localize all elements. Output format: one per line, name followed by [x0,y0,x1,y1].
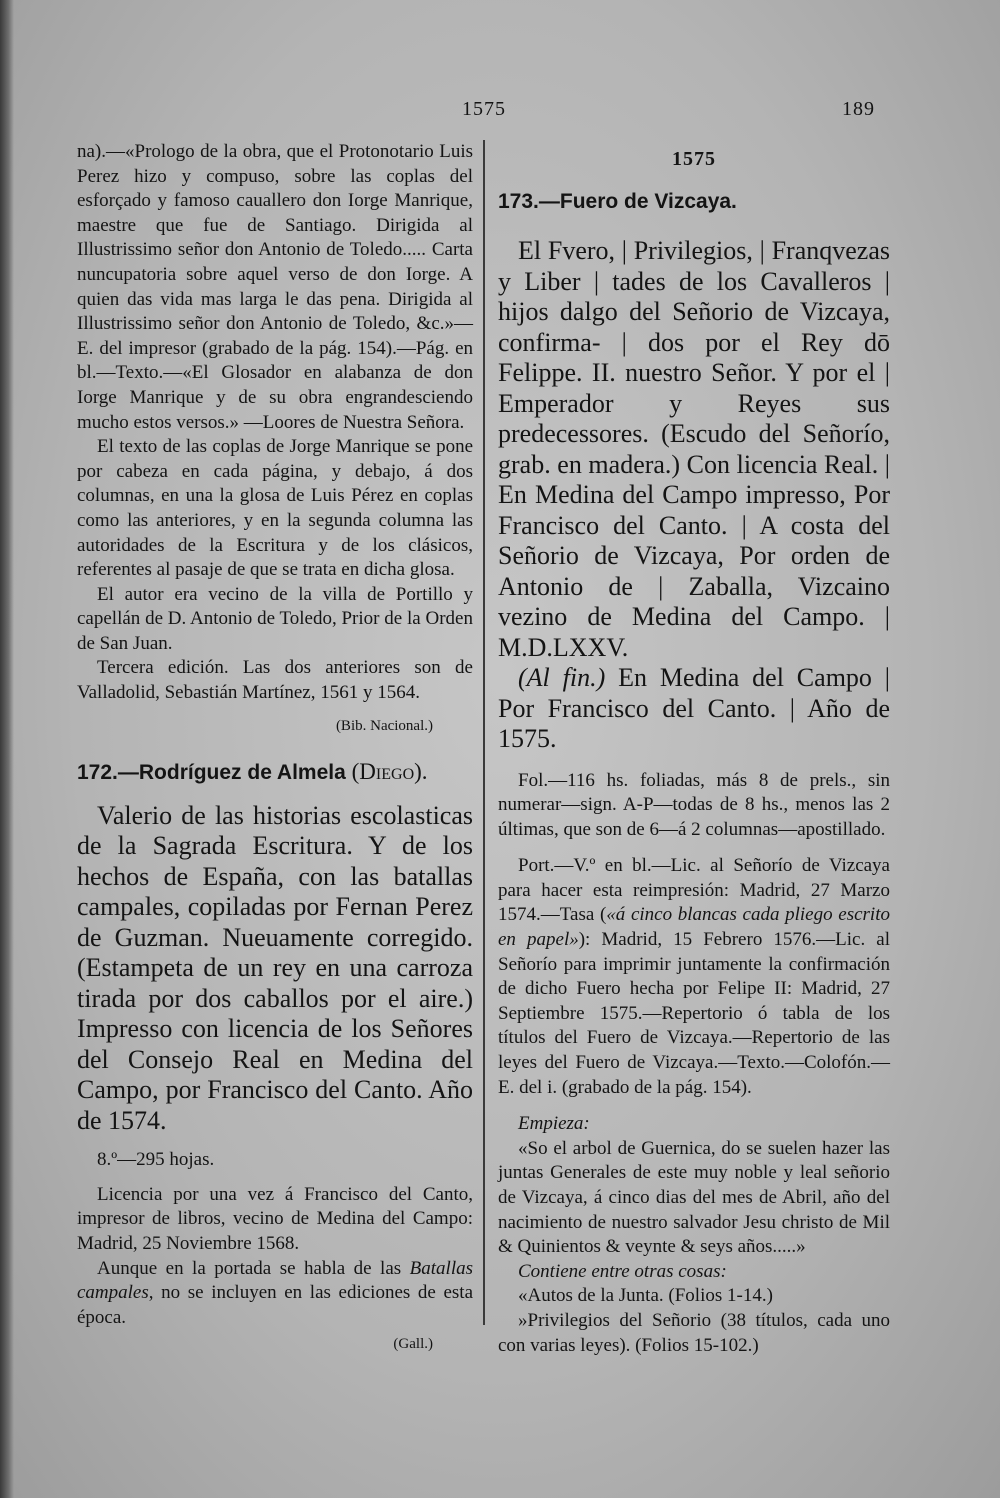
entry-172-note: Aunque en la portada se habla de las Batallas campales, no se incluyen en las ediciones de esta época. [77,1257,473,1328]
entry-172-title: Valerio de las historias escolasticas de la Sagrada Escritura. Y de los hechos de España, con las batallas campales, copiladas por Fernan Perez de Guzman. Nueuamente corregido. (Estampeta de un rey en una carroza tirada por dos caballos por el aire.) Impresso con licencia de los Señores del Consejo Real en Medina del Campo, por Francisco del Canto. Año de 1574. [77,800,473,1135]
entry-173-collation: Fol.—116 hs. foliadas, más 8 de prels., sin numerar—sign. A-P—todas de 8 hs., menos las 2 últimas, que son de 6—á 2 columnas—apostillado. [498,769,890,840]
entry-172-heading [77,758,473,787]
quote-incipit: «So el arbol de Guernica, do se suelen hazer las juntas Generales de este muy noble y leal señorio de Vizcaya, á cinco dias del mes de Abril, año del nacimiento de nuestro salvador Jesu christo de Mil & Quinientos & veynte & seys años.....» [498,1137,890,1258]
entry-173-contents: Port.—V.º en bl.—Lic. al Señorío de Vizcaya para hacer esta reimpresión: Madrid, 27 Marzo 1574.—Tasa («á cinco blancas cada pliego escrito en papel»): Madrid, 15 Febrero 1576.—Lic. al Señorío para imprimir juntamente la confirmación de dicho Fuero hecha por Felipe II: Madrid, 27 Septiembre 1575.—Repertorio ó tabla de los títulos del Fuero de Vizcaya.—Repertorio de las leyes del Fuero de Vizcaya.—Texto.—Colofón.—E. del i. (grabado de la pág. 154). [498,855,890,1098]
section-year-heading: 1575 [672,148,716,170]
label-contiene: Contiene entre otras cosas: [518,1260,727,1282]
paragraph-tercera-edicion: Tercera edición. Las dos anteriores son de Valladolid, Sebastián Martínez, 1561 y 1564. [77,657,473,704]
column-divider [483,140,485,1325]
paragraph-autor: El autor era vecino de la villa de Portillo y capellán de D. Antonio de Toledo, Prior de la Orden de San Juan. [77,583,473,654]
contents-item-privilegios: »Privilegios del Señorio (38 títulos, cada uno con varias leyes). (Folios 15-102.) [498,1309,890,1356]
paragraph-prologo: na).—«Prologo de la obra, que el Protonotario Luis Perez hizo y compuso, sobre las coplas del esforçado y famoso cauallero don Iorge Manrique, maestre que fue de Santiago. Dirigida al Illustrissimo señor don Antonio de Toledo..... Carta nuncupatoria sobre aquel verso de don Iorge. A quien das vida mas larga le das pena. Dirigida al Illustrissimo señor don Antonio de Toledo, &c.»—E. del impresor (grabado de la pág. 154).—Pág. en bl.—Texto.—«El Glosador en alabanza de don Iorge Manrique y de su obra engrandesciendo mucho estos versos.» —Loores de Nuestra Señora. [77,141,473,433]
contents-item-autos: «Autos de la Junta. (Folios 1-14.) [518,1285,773,1307]
page-number: 189 [842,98,875,120]
entry-172-licencia: Licencia por una vez á Francisco del Canto, impresor de libros, vecino de Medina del Campo: Madrid, 25 Noviembre 1568. [77,1183,473,1254]
page-edge-shadow [0,0,14,1498]
running-header-year: 1575 [462,98,506,120]
entry-173-heading: 173.—Fuero de Vizcaya. [498,190,737,213]
entry-173-title: El Fvero, | Privilegios, | Franqvezas y Liber | tades de los Cavalleros | hijos dalgo del Señorio de Vizcaya, confirma- | dos por el Rey dō Felippe. II. nuestro Señor. Y por el | Emperador y Reyes sus predecessores. (Escudo del Señorío, grab. en madera.) Con licencia Real. | En Medina del Campo impresso, Por Francisco del Canto. | A costa del Señorio de Vizcaya, Por orden de Antonio de | Zaballa, Vizcaino vezino de Medina del Campo. | M.D.LXXV. [498,236,890,662]
entry-173-colophon: (Al fin.) En Medina del Campo | Por Francisco del Canto. | Año de 1575. [498,663,890,753]
source-gall: (Gall.) [393,1336,433,1353]
label-empieza: Empieza: [518,1113,590,1135]
paragraph-texto-coplas: El texto de las coplas de Jorge Manrique se pone por cabeza en cada página, y debajo, á dos columnas, en una la glosa de Luis Pérez en coplas como las anteriores, y en la segunda columna las autoridades de la Escritura y de los clásicos, referentes al pasaje de que se trata en dicha glosa. [77,436,473,581]
entry-172-number: 172.—Rodríguez de Almela [77,760,346,784]
right-column [498,140,890,1358]
entry-172-format: 8.º—295 hojas. [97,1149,215,1171]
source-bib-nacional: (Bib. Nacional.) [335,717,433,734]
entry-172-author: (Diego). [351,758,428,784]
left-column [77,140,473,1354]
